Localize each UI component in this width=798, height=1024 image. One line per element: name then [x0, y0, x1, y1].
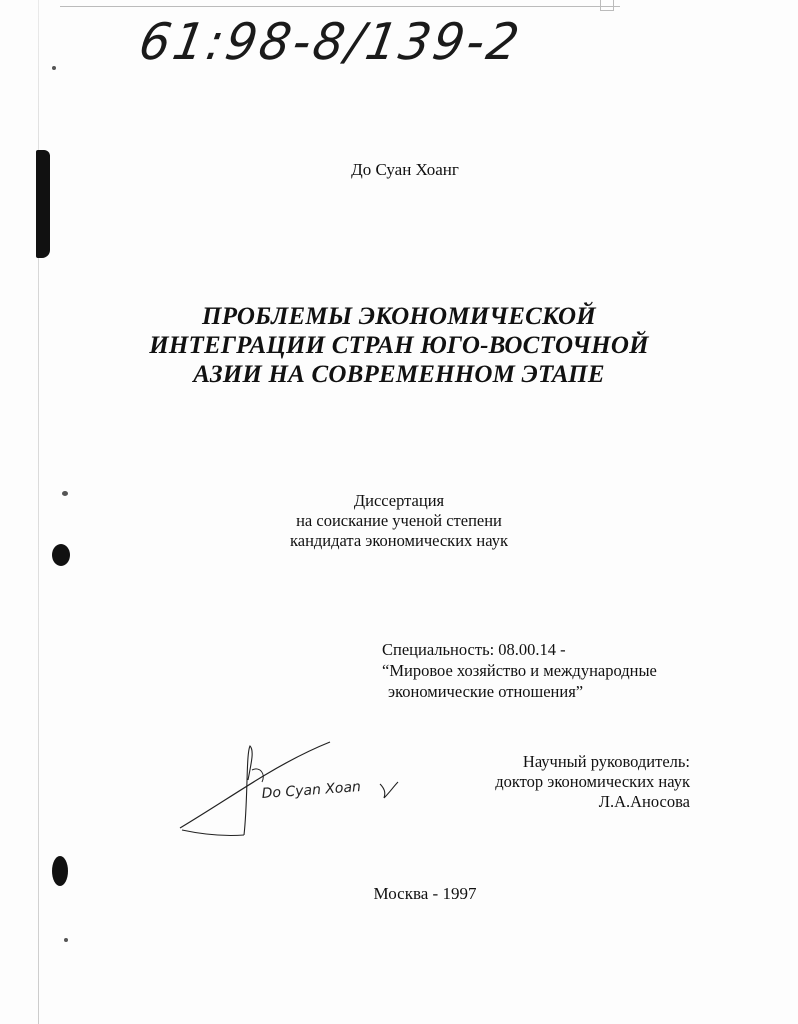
author-signature: [170, 740, 400, 840]
title-line: ПРОБЛЕМЫ ЭКОНОМИЧЕСКОЙ: [202, 303, 596, 330]
advisor-block: [495, 752, 690, 812]
dissertation-title: [0, 302, 798, 389]
signature-text: Do Cyan Xoan: [261, 779, 362, 802]
specialty-block: [382, 639, 657, 702]
degree-statement: [0, 491, 798, 551]
specialty-line: экономические отношения”: [388, 682, 584, 701]
advisor-line: Научный руководитель:: [522, 752, 690, 771]
degree-line: на соискание ученой степени: [296, 511, 502, 530]
degree-line: Диссертация: [353, 491, 445, 510]
specialty-line: Специальность: 08.00.14 -: [382, 640, 566, 659]
degree-line: кандидата экономических наук: [289, 531, 508, 550]
title-line: ИНТЕГРАЦИИ СТРАН ЮГО-ВОСТОЧНОЙ: [149, 332, 649, 359]
specialty-line: “Мировое хозяйство и международные: [382, 661, 657, 680]
author-name: До Суан Хоанг: [351, 160, 459, 179]
advisor-line: доктор экономических наук: [495, 772, 690, 791]
handwritten-catalog-number: 61:98-8/139-2: [134, 12, 527, 72]
punch-hole-lower: [52, 856, 68, 886]
scan-top-rule-stub: [600, 0, 614, 11]
scan-speck: [52, 66, 56, 70]
scan-speck: [64, 938, 68, 942]
title-line: АЗИИ НА СОВРЕМЕННОМ ЭТАПЕ: [193, 361, 605, 388]
scan-top-rule: [60, 0, 620, 7]
city-year: Москва - 1997: [373, 884, 477, 903]
advisor-name: Л.А.Аносова: [598, 792, 690, 811]
